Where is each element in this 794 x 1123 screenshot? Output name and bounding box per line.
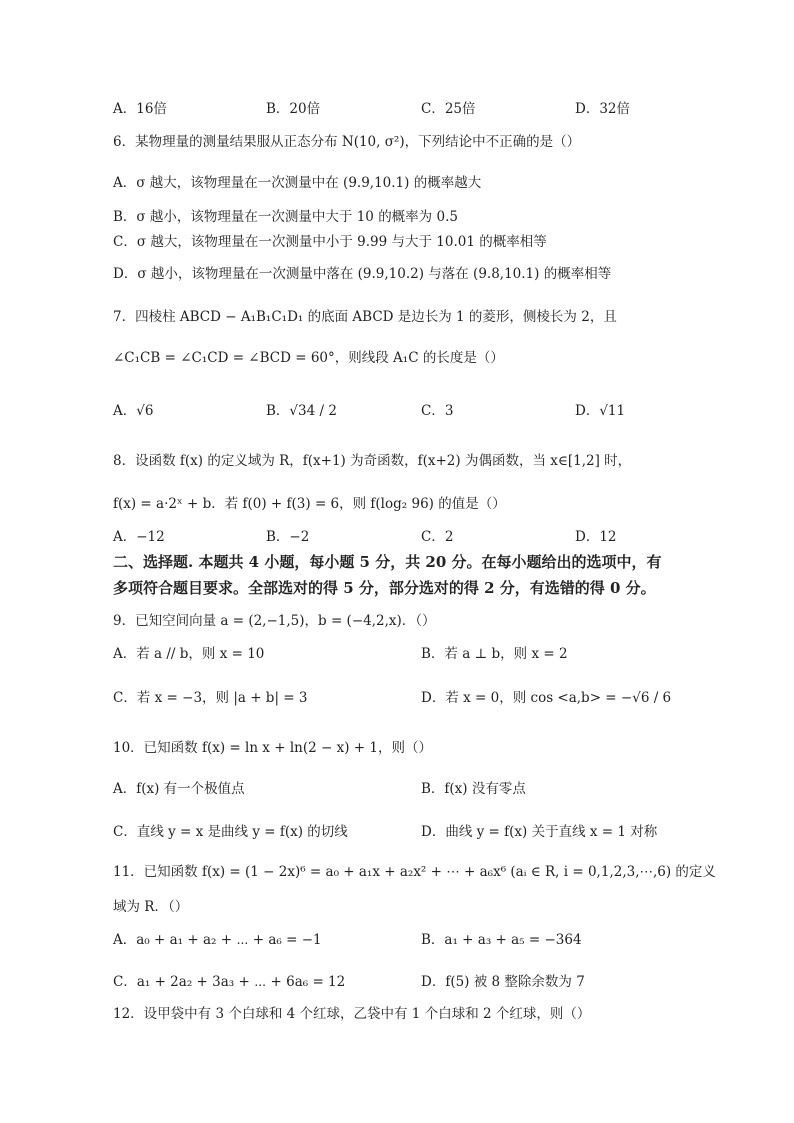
q8-option-b: B．−2 [266, 529, 310, 545]
q10-option-a: A．f(x) 有一个极值点 [113, 781, 245, 797]
q5-option-b: B．20倍 [266, 101, 321, 117]
q7-option-c: C．3 [421, 403, 454, 419]
q7-stem-line2: ∠C₁CB = ∠C₁CD = ∠BCD = 60°，则线段 A₁C 的长度是（） [113, 350, 504, 366]
q7-stem-line1: 7．四棱柱 ABCD − A₁B₁C₁D₁ 的底面 ABCD 是边长为 1 的菱形，侧棱长为 2，且 [113, 309, 617, 325]
q10-option-d: D．曲线 y = f(x) 关于直线 x = 1 对称 [421, 824, 658, 840]
q11-option-a: A．a₀ + a₁ + a₂ + ⋯ + a₆ = −1 [113, 932, 322, 948]
q6-option-b: B．σ 越小，该物理量在一次测量中大于 10 的概率为 0.5 [113, 209, 458, 225]
q6-option-a: A．σ 越大，该物理量在一次测量中在 (9.9,10.1) 的概率越大 [113, 175, 482, 191]
section-2-heading-line2: 多项符合题目要求。全部选对的得 5 分，部分选对的得 2 分，有选错的得 0 分。 [113, 579, 656, 597]
q8-option-a: A．−12 [113, 529, 165, 545]
q12-stem: 12．设甲袋中有 3 个白球和 4 个红球，乙袋中有 1 个白球和 2 个红球，则（） [113, 1006, 591, 1022]
q5-option-d: D．32倍 [575, 101, 631, 117]
q11-option-b: B．a₁ + a₃ + a₅ = −364 [421, 932, 582, 948]
q11-stem-line2: 域为 R．（） [113, 899, 189, 915]
q10-stem: 10．已知函数 f(x) = ln x + ln(2 − x) + 1，则（） [113, 740, 432, 756]
q7-option-d: D．√11 [575, 403, 626, 419]
q5-option-a: A．16倍 [113, 101, 167, 117]
q11-stem-line1: 11．已知函数 f(x) = (1 − 2x)⁶ = a₀ + a₁x + a₂x² + ⋯ + a₆x⁶ (aᵢ ∈ R, i = 0,1,2,3,⋯,6) 的定义 [113, 864, 716, 880]
q10-option-b: B．f(x) 没有零点 [421, 781, 526, 797]
q6-stem: 6．某物理量的测量结果服从正态分布 N(10, σ²)，下列结论中不正确的是（） [113, 134, 581, 150]
q9-option-a: A．若 a // b，则 x = 10 [113, 646, 265, 662]
q8-option-c: C．2 [421, 529, 454, 545]
q6-option-c: C．σ 越大，该物理量在一次测量中小于 9.99 与大于 10.01 的概率相等 [113, 234, 547, 250]
q9-option-d: D．若 x = 0，则 cos <a,b> = −√6 / 6 [421, 690, 672, 706]
q11-option-c: C．a₁ + 2a₂ + 3a₃ + ⋯ + 6a₆ = 12 [113, 974, 346, 990]
q7-option-b: B．√34 / 2 [266, 403, 337, 419]
q7-option-a: A．√6 [113, 403, 154, 419]
q8-stem-line1: 8．设函数 f(x) 的定义域为 R，f(x+1) 为奇函数，f(x+2) 为偶函数，当 x∈[1,2] 时， [113, 453, 632, 469]
section-2-heading-line1: 二、选择题. 本题共 4 小题，每小题 5 分，共 20 分。在每小题给出的选项中，有 [113, 553, 662, 571]
q9-option-c: C．若 x = −3，则 |a + b| = 3 [113, 690, 308, 706]
q8-stem-line2: f(x) = a·2ˣ + b．若 f(0) + f(3) = 6，则 f(log₂ 96) 的值是（） [113, 496, 506, 512]
q11-option-d: D．f(5) 被 8 整除余数为 7 [421, 974, 585, 990]
q10-option-c: C．直线 y = x 是曲线 y = f(x) 的切线 [113, 824, 348, 840]
q9-option-b: B．若 a ⊥ b，则 x = 2 [421, 646, 568, 662]
q8-option-d: D．12 [575, 529, 617, 545]
q6-option-d: D．σ 越小，该物理量在一次测量中落在 (9.9,10.2) 与落在 (9.8,10.1) 的概率相等 [113, 266, 612, 282]
q9-stem: 9．已知空间向量 a = (2,−1,5)，b = (−4,2,x)．（） [113, 613, 436, 629]
q5-option-c: C．25倍 [421, 101, 476, 117]
